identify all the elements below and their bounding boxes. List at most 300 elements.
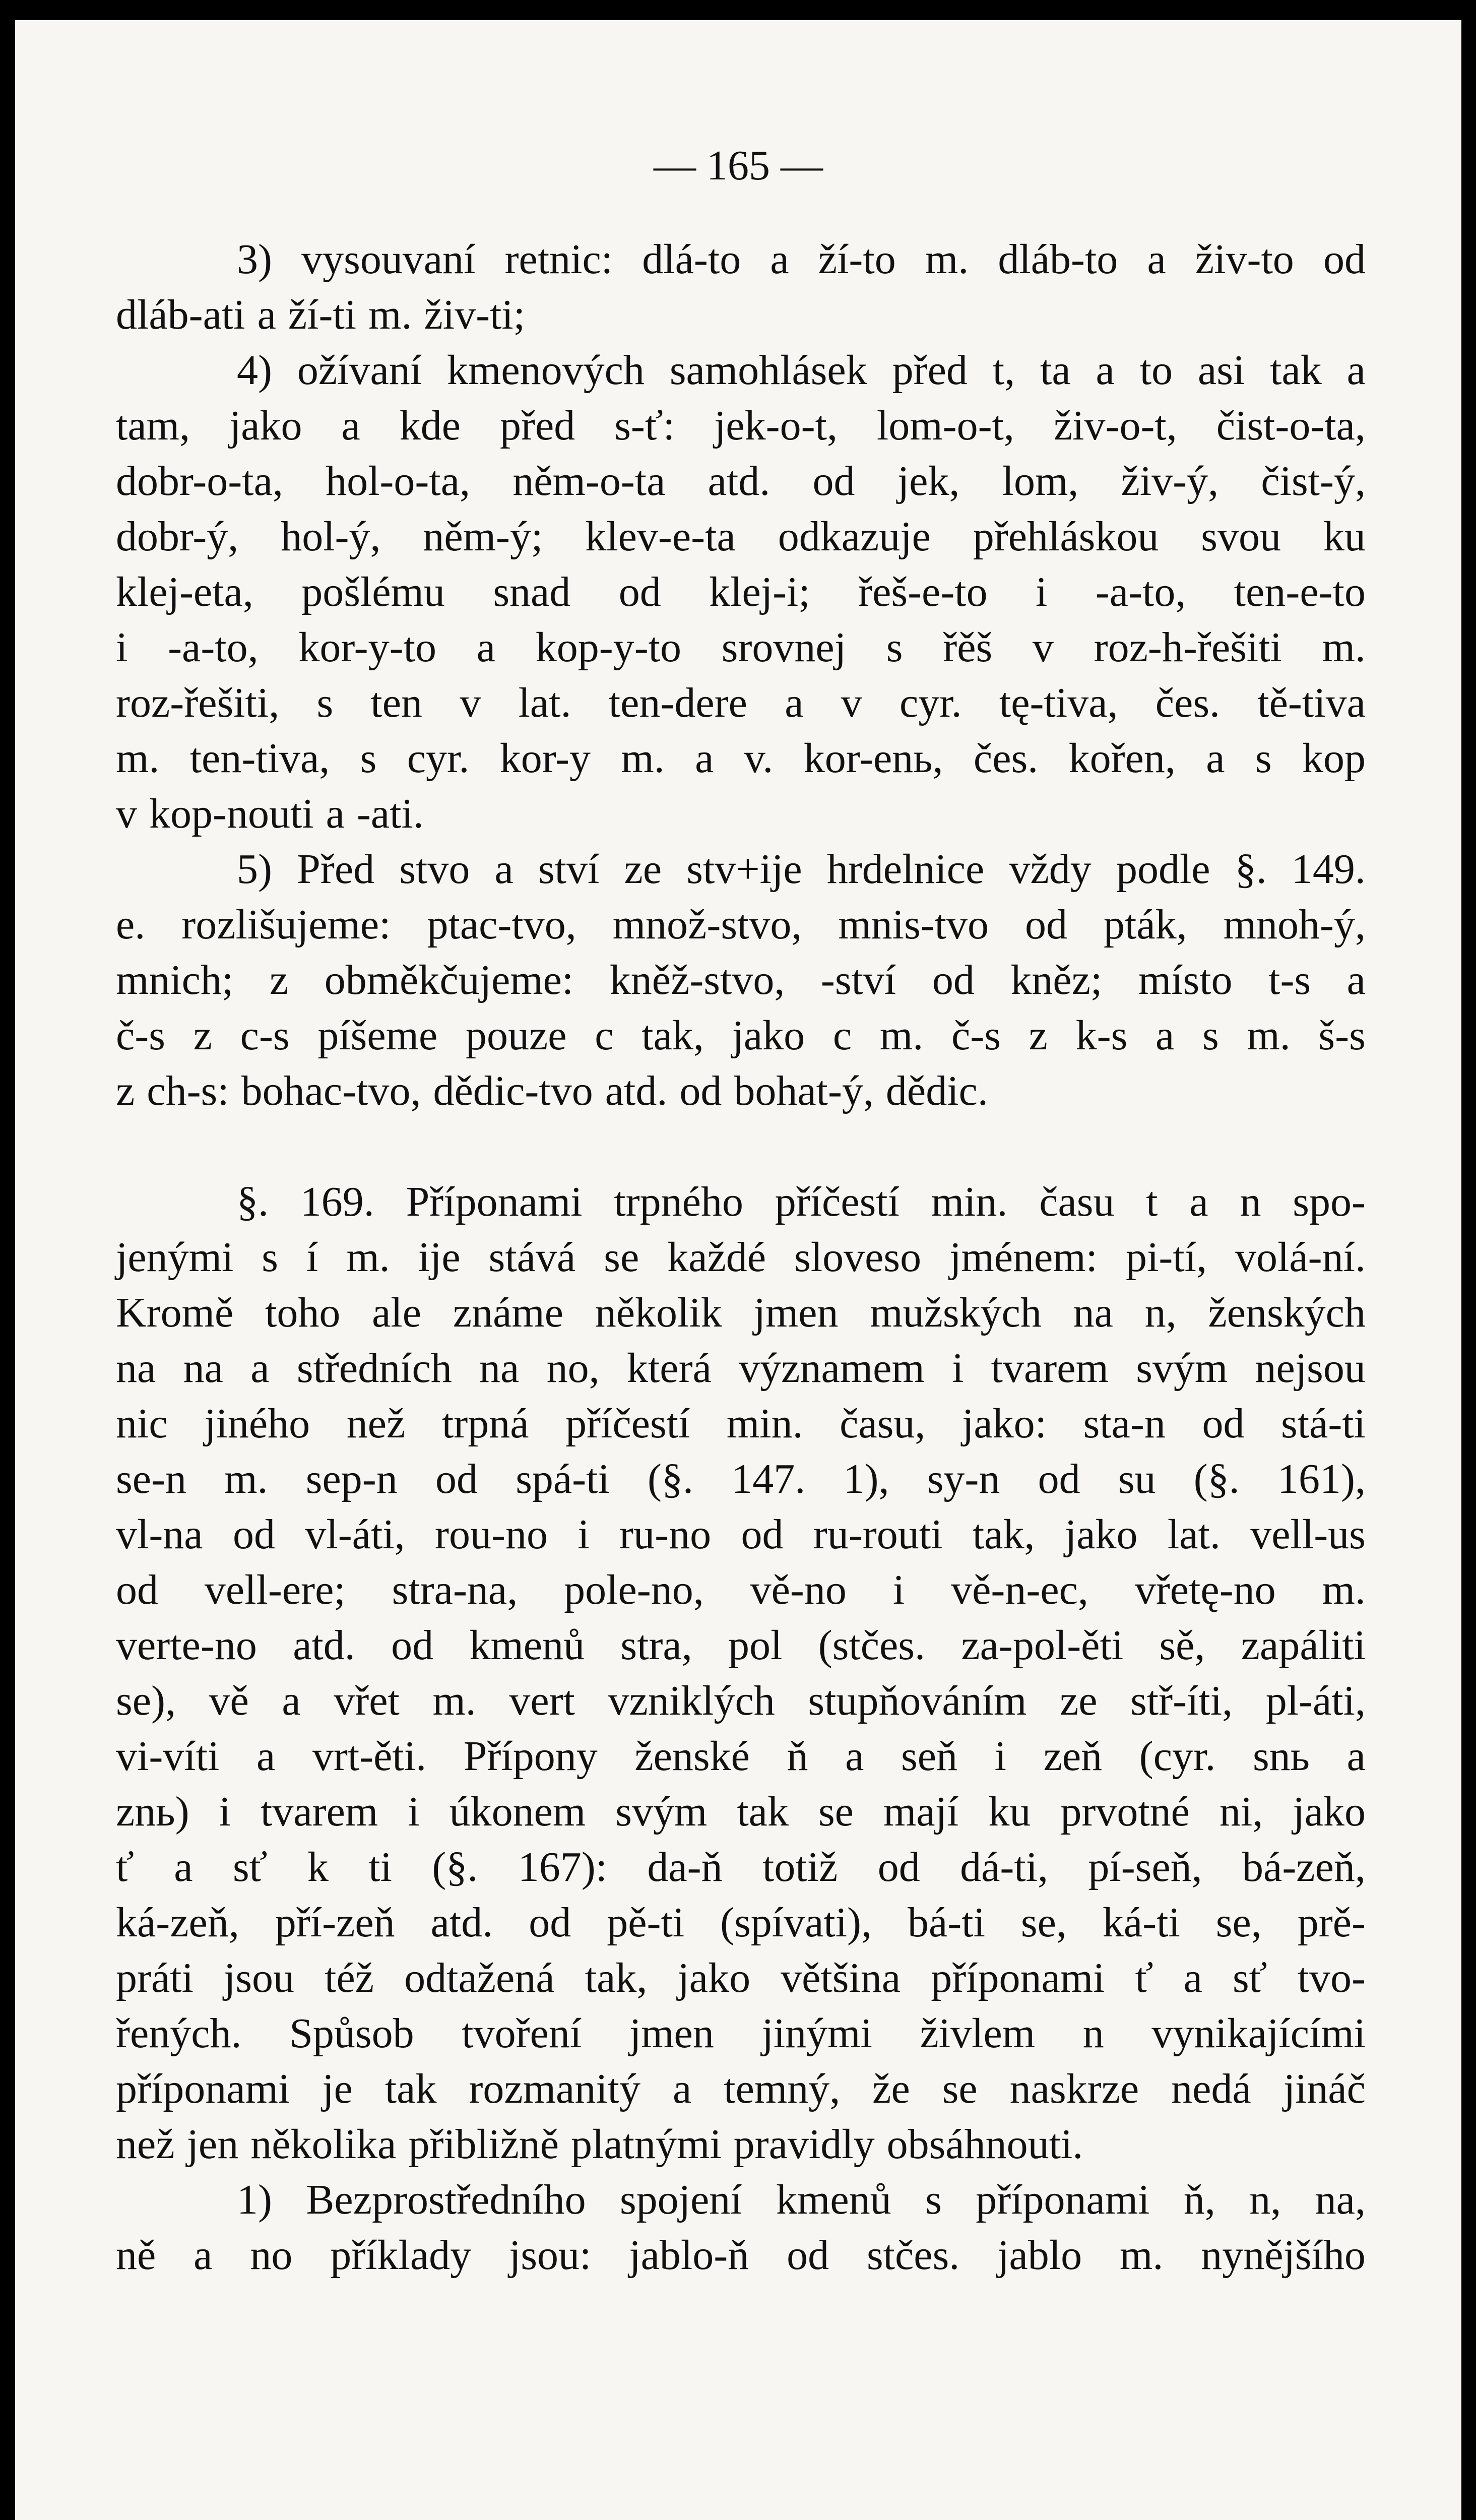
word: n bbox=[1240, 1178, 1261, 1225]
word: od bbox=[1323, 236, 1366, 283]
word: jako bbox=[677, 1955, 751, 2001]
word: -ati. bbox=[356, 790, 424, 837]
word: a bbox=[1147, 236, 1166, 283]
word: od bbox=[787, 2232, 829, 2279]
word: vě bbox=[209, 1677, 249, 1724]
word: k-s bbox=[1075, 1012, 1128, 1059]
word: rozlišujeme: bbox=[181, 901, 391, 948]
word: od bbox=[1025, 901, 1068, 948]
word: m. bbox=[224, 1456, 268, 1502]
word: příponami bbox=[116, 2065, 290, 2112]
word: svým bbox=[615, 1788, 708, 1835]
word: tvo- bbox=[1297, 1955, 1366, 2001]
text-line bbox=[116, 897, 1366, 953]
word: kop bbox=[1302, 735, 1366, 782]
word: §. bbox=[1235, 846, 1267, 893]
word: živ-o-t, bbox=[1053, 402, 1177, 449]
word: zapáliti bbox=[1241, 1622, 1366, 1669]
word: a bbox=[1155, 1012, 1175, 1059]
word: ten-tiva, bbox=[189, 735, 330, 782]
word: snь bbox=[1252, 1733, 1310, 1780]
word: i bbox=[219, 1788, 231, 1835]
word: ten-e-to bbox=[1234, 569, 1366, 615]
word: se, bbox=[1020, 1899, 1067, 1946]
text-line bbox=[116, 398, 1366, 454]
word: kor-y-to bbox=[298, 624, 436, 671]
word: tvarem bbox=[260, 1788, 378, 1835]
word: od bbox=[232, 1511, 275, 1558]
word: 147. bbox=[731, 1456, 806, 1502]
word: na bbox=[479, 1345, 520, 1392]
word: času, bbox=[840, 1400, 926, 1447]
word: odtažená bbox=[404, 1955, 555, 2001]
word: a bbox=[1346, 1733, 1366, 1780]
word: lom-o-t, bbox=[876, 402, 1014, 449]
word: stčes. bbox=[866, 2232, 960, 2279]
word: asi bbox=[1197, 347, 1245, 394]
word: Spůsob bbox=[289, 2010, 414, 2057]
word: pě-ti bbox=[607, 1899, 685, 1946]
word: a bbox=[1346, 957, 1366, 1003]
word: stupňováním bbox=[808, 1677, 1027, 1724]
word: kněz; bbox=[1010, 957, 1103, 1003]
word: š-s bbox=[1318, 1012, 1366, 1059]
word: vi-víti bbox=[116, 1733, 220, 1780]
text-line bbox=[116, 675, 1366, 731]
word: min. bbox=[726, 1400, 803, 1447]
word: volá-ní. bbox=[1235, 1234, 1366, 1281]
word: a bbox=[1096, 347, 1115, 394]
word: Kromě bbox=[116, 1289, 234, 1336]
word: lat. bbox=[518, 679, 571, 726]
word: kmenů bbox=[776, 2176, 891, 2223]
word: m. bbox=[1322, 624, 1366, 671]
word: t-s bbox=[1268, 957, 1311, 1003]
word: v bbox=[460, 679, 481, 726]
word: kořen, bbox=[1068, 735, 1176, 782]
word: temný, bbox=[724, 2065, 841, 2112]
word: ží-to bbox=[818, 236, 896, 283]
word: od bbox=[529, 1899, 571, 1946]
word: z bbox=[193, 1012, 212, 1059]
word: úkonem bbox=[449, 1788, 586, 1835]
word: přehláskou bbox=[973, 513, 1159, 560]
text-line bbox=[116, 509, 1366, 564]
word: jako bbox=[1293, 1788, 1366, 1835]
word: totiž bbox=[762, 1844, 838, 1891]
word: jako bbox=[229, 402, 302, 449]
word: s bbox=[1202, 1012, 1219, 1059]
word: jménem: bbox=[949, 1234, 1098, 1281]
word: min. bbox=[931, 1178, 1008, 1225]
word: od bbox=[932, 957, 975, 1003]
word: a bbox=[1183, 1955, 1202, 2001]
word: mnich; bbox=[116, 957, 234, 1003]
word: středních bbox=[296, 1345, 452, 1392]
word: ť bbox=[1135, 1955, 1153, 2001]
word: dobr-o-ta, bbox=[116, 458, 283, 505]
word: ň, bbox=[1183, 2176, 1215, 2223]
word: práti bbox=[116, 1955, 194, 2001]
word: řěš bbox=[943, 624, 993, 671]
word: živ-ý, bbox=[1121, 458, 1219, 505]
word: od bbox=[1038, 1456, 1080, 1502]
word: (§. bbox=[648, 1456, 694, 1502]
word: než bbox=[116, 2121, 175, 2168]
text-line bbox=[116, 1562, 1366, 1618]
word: c-s bbox=[240, 1012, 290, 1059]
word: živlem bbox=[920, 2010, 1036, 2057]
word: většina bbox=[781, 1955, 901, 2001]
word: s bbox=[316, 679, 334, 726]
word: nedá bbox=[1171, 2065, 1251, 2112]
word: něm-ý; bbox=[423, 513, 543, 560]
word: rou-no bbox=[435, 1511, 548, 1558]
word: atd. bbox=[293, 1622, 355, 1669]
word: tak, bbox=[641, 1012, 704, 1059]
word: od bbox=[618, 569, 661, 615]
word: času bbox=[1039, 1178, 1115, 1225]
text-line bbox=[116, 564, 1366, 620]
word: vell-us bbox=[1250, 1511, 1366, 1558]
word: samohlásek bbox=[669, 347, 867, 394]
word: píšeme bbox=[317, 1012, 438, 1059]
word: od bbox=[1202, 1400, 1245, 1447]
text-line bbox=[116, 1950, 1366, 2006]
word: pol bbox=[728, 1622, 783, 1669]
text-line bbox=[116, 2172, 1366, 2228]
word: stává bbox=[488, 1234, 576, 1281]
word: ně bbox=[116, 2232, 156, 2279]
word: stra-na, bbox=[392, 1566, 518, 1613]
text-line bbox=[116, 454, 1366, 509]
word: obměkčujeme: bbox=[324, 957, 574, 1003]
word: k bbox=[307, 1844, 329, 1891]
word: se, bbox=[1215, 1899, 1262, 1946]
word: z bbox=[269, 957, 289, 1003]
word: s bbox=[925, 2176, 942, 2223]
word: (stčes. bbox=[818, 1622, 925, 1669]
word: tvarem bbox=[991, 1345, 1109, 1392]
word: ženských bbox=[1208, 1289, 1366, 1336]
word: a bbox=[785, 679, 804, 726]
word: z bbox=[116, 1067, 135, 1114]
word: místo bbox=[1138, 957, 1233, 1003]
word: ku bbox=[1323, 513, 1366, 560]
word: č-s bbox=[951, 1012, 1001, 1059]
word: 4) bbox=[237, 347, 272, 394]
word: bohac-tvo, bbox=[241, 1067, 421, 1114]
word: od bbox=[679, 1067, 722, 1114]
word: m. bbox=[346, 1234, 390, 1281]
word: bá-zeň, bbox=[1242, 1844, 1366, 1891]
word: čes. bbox=[1155, 679, 1221, 726]
word: m. bbox=[116, 735, 160, 782]
word: stra, bbox=[620, 1622, 692, 1669]
word: (cyr. bbox=[1139, 1733, 1216, 1780]
word: atd. bbox=[708, 458, 771, 505]
word: m. bbox=[1119, 2232, 1164, 2279]
word: kor-enь, bbox=[803, 735, 943, 782]
word: stá-ti bbox=[1281, 1400, 1366, 1447]
word: trpná bbox=[441, 1400, 529, 1447]
word: se bbox=[818, 1788, 854, 1835]
word: m. bbox=[368, 291, 412, 338]
word: množ-stvo, bbox=[612, 901, 802, 948]
word: čist-o-ta, bbox=[1216, 402, 1366, 449]
text-line bbox=[116, 2117, 1366, 2172]
word: a bbox=[257, 291, 276, 338]
word: lat. bbox=[1167, 1511, 1221, 1558]
word: jsou: bbox=[509, 2232, 592, 2279]
word: a bbox=[770, 236, 789, 283]
word: od bbox=[391, 1622, 434, 1669]
word: kop-y-to bbox=[535, 624, 682, 671]
word: m. bbox=[925, 236, 969, 283]
word: lom, bbox=[1002, 458, 1079, 505]
word: 3) bbox=[237, 236, 272, 283]
word: od bbox=[877, 1844, 920, 1891]
word: ti bbox=[368, 1844, 392, 1891]
word: s bbox=[1255, 735, 1272, 782]
word: jablo bbox=[997, 2232, 1082, 2279]
word: nic bbox=[116, 1400, 168, 1447]
body-text bbox=[116, 232, 1366, 2283]
word: m. bbox=[1322, 1566, 1366, 1613]
word: příponami bbox=[976, 2176, 1150, 2223]
word: vzniklých bbox=[608, 1677, 775, 1724]
text-line bbox=[116, 1618, 1366, 1673]
word: řených. bbox=[116, 2010, 242, 2057]
word: i bbox=[952, 1345, 964, 1392]
word: tę-tiva, bbox=[999, 679, 1118, 726]
word: na bbox=[1073, 1289, 1113, 1336]
word: hrdelnice bbox=[826, 846, 985, 893]
word: tak, bbox=[585, 1955, 648, 2001]
word: pří-zeň bbox=[275, 1899, 395, 1946]
text-line bbox=[116, 1396, 1366, 1452]
word: snad bbox=[493, 569, 571, 615]
word: i bbox=[116, 624, 128, 671]
word: jinými bbox=[761, 2010, 872, 2057]
word: klej-eta, bbox=[116, 569, 253, 615]
word: sť bbox=[1232, 1955, 1267, 2001]
word: Bezprostředního bbox=[306, 2176, 586, 2223]
word: ije bbox=[418, 1234, 461, 1281]
word: v bbox=[841, 679, 862, 726]
word: že bbox=[872, 2065, 910, 2112]
word: ale bbox=[372, 1289, 422, 1336]
word: než bbox=[346, 1400, 406, 1447]
word: toho bbox=[265, 1289, 341, 1336]
text-line bbox=[116, 786, 1366, 842]
word: z bbox=[1029, 1012, 1048, 1059]
text-line bbox=[116, 1895, 1366, 1950]
word: Příponami bbox=[406, 1178, 583, 1225]
word: kmenových bbox=[447, 347, 645, 394]
word: se bbox=[604, 1234, 639, 1281]
word: ká-zeň, bbox=[116, 1899, 239, 1946]
word: a bbox=[1346, 347, 1366, 394]
word: i bbox=[892, 1566, 905, 1613]
word: a bbox=[282, 1677, 301, 1724]
word: prvotné bbox=[1060, 1788, 1190, 1835]
word: -a-to, bbox=[1095, 569, 1186, 615]
word: jenými bbox=[116, 1234, 234, 1281]
text-line bbox=[116, 1452, 1366, 1507]
word: vřetę-no bbox=[1134, 1566, 1276, 1613]
word: tam, bbox=[116, 402, 190, 449]
word: hol-o-ta, bbox=[326, 458, 470, 505]
word: í bbox=[306, 1234, 318, 1281]
word: pole-no, bbox=[564, 1566, 704, 1613]
word: vrt-ěti. bbox=[312, 1733, 427, 1780]
word: mají bbox=[883, 1788, 959, 1835]
word: sě, bbox=[1159, 1622, 1205, 1669]
word: významem bbox=[739, 1345, 925, 1392]
word: svou bbox=[1201, 513, 1281, 560]
word: vell-ere; bbox=[204, 1566, 346, 1613]
word: vě-no bbox=[750, 1566, 847, 1613]
word: verte-no bbox=[116, 1622, 257, 1669]
word: odkazuje bbox=[778, 513, 931, 560]
word: přibližně bbox=[408, 2121, 559, 2168]
text-line bbox=[116, 620, 1366, 675]
word: svým bbox=[1136, 1345, 1228, 1392]
word: Před bbox=[297, 846, 375, 893]
word: na bbox=[116, 1345, 156, 1392]
word: hol-ý, bbox=[281, 513, 381, 560]
word: před bbox=[500, 402, 575, 449]
word: t, bbox=[992, 347, 1015, 394]
word: pl-áti, bbox=[1265, 1677, 1366, 1724]
word: 149. bbox=[1291, 846, 1366, 893]
word: jmen bbox=[629, 2010, 714, 2057]
text-line bbox=[116, 1507, 1366, 1562]
word: n, bbox=[1144, 1289, 1177, 1336]
word: tvoření bbox=[462, 2010, 582, 2057]
word: bá-ti bbox=[908, 1899, 985, 1946]
word: i bbox=[408, 1788, 420, 1835]
text-line bbox=[116, 731, 1366, 786]
word: tak bbox=[384, 2065, 437, 2112]
word: zeň bbox=[1043, 1733, 1103, 1780]
text-line bbox=[116, 287, 1366, 343]
word: kor-y bbox=[499, 735, 591, 782]
word: 1), bbox=[843, 1456, 889, 1502]
word: mnoh-ý, bbox=[1223, 901, 1366, 948]
word: se bbox=[942, 2065, 978, 2112]
word: ku bbox=[988, 1788, 1031, 1835]
word: několika bbox=[250, 2121, 397, 2168]
word: jako bbox=[1064, 1511, 1138, 1558]
word: §. bbox=[237, 1178, 269, 1225]
word: v. bbox=[744, 735, 774, 782]
word: stvo bbox=[399, 846, 470, 893]
word: se-n bbox=[116, 1456, 186, 1502]
word: pošlému bbox=[301, 569, 445, 615]
word: retnic: bbox=[504, 236, 613, 283]
word: (§. bbox=[1193, 1456, 1240, 1502]
word: sta-n bbox=[1083, 1400, 1166, 1447]
word: ze bbox=[624, 846, 662, 893]
word: jiného bbox=[204, 1400, 310, 1447]
word: dlá-to bbox=[642, 236, 741, 283]
word: jablo-ň bbox=[629, 2232, 749, 2279]
word: no, bbox=[546, 1345, 600, 1392]
word: atd. bbox=[605, 1067, 668, 1114]
word: tak bbox=[737, 1788, 789, 1835]
word: spojení bbox=[619, 2176, 742, 2223]
word: ru-routi bbox=[813, 1511, 943, 1558]
word: ství bbox=[538, 846, 600, 893]
word: od bbox=[116, 1566, 158, 1613]
word: prě- bbox=[1297, 1899, 1366, 1946]
word: srovnej bbox=[721, 624, 847, 671]
word: a bbox=[672, 2065, 692, 2112]
word: mnis-tvo bbox=[838, 901, 989, 948]
word: pravidly bbox=[733, 2121, 875, 2168]
word: za-pol-ěti bbox=[961, 1622, 1124, 1669]
word: též bbox=[325, 1955, 374, 2001]
word: -a-to, bbox=[168, 624, 259, 671]
word: c bbox=[832, 1012, 852, 1059]
word: kněž-stvo, bbox=[609, 957, 785, 1003]
word: cyr. bbox=[407, 735, 470, 782]
word: su bbox=[1118, 1456, 1156, 1502]
word: Přípony bbox=[463, 1733, 598, 1780]
word: tak, bbox=[972, 1511, 1035, 1558]
word: vl-na bbox=[116, 1511, 203, 1558]
word: jináč bbox=[1283, 2065, 1366, 2112]
word: no bbox=[250, 2232, 293, 2279]
text-line bbox=[116, 1673, 1366, 1729]
word: 167): bbox=[518, 1844, 607, 1891]
word: jek-o-t, bbox=[714, 402, 838, 449]
word: s bbox=[262, 1234, 278, 1281]
word: ze bbox=[1059, 1677, 1098, 1724]
word: a bbox=[1206, 735, 1225, 782]
text-line bbox=[116, 1063, 1366, 1119]
word: která bbox=[626, 1345, 712, 1392]
word: čist-ý, bbox=[1261, 458, 1366, 505]
word: živ-to bbox=[1195, 236, 1294, 283]
word: pták, bbox=[1104, 901, 1187, 948]
word: příčestí bbox=[775, 1178, 900, 1225]
word: vysouvaní bbox=[301, 236, 476, 283]
word: obsáhnouti. bbox=[886, 2121, 1083, 2168]
blank-line bbox=[116, 1119, 1366, 1174]
word: v bbox=[116, 790, 137, 837]
word: bohat-ý, bbox=[734, 1067, 874, 1114]
word: tak bbox=[1270, 347, 1322, 394]
word: od bbox=[435, 1456, 478, 1502]
word: příčestí bbox=[565, 1400, 690, 1447]
word: i bbox=[577, 1511, 590, 1558]
word: m. bbox=[1247, 1012, 1291, 1059]
word: pouze bbox=[465, 1012, 567, 1059]
word: živ-ti; bbox=[424, 291, 526, 338]
word: na bbox=[183, 1345, 223, 1392]
word: v bbox=[1032, 624, 1054, 671]
word: n bbox=[1082, 2010, 1104, 2057]
word: čes. bbox=[973, 735, 1039, 782]
word: vě-n-ec, bbox=[951, 1566, 1088, 1613]
word: i bbox=[994, 1733, 1006, 1780]
word: 5) bbox=[237, 846, 272, 893]
word: vždy bbox=[1009, 846, 1092, 893]
word: pi-tí, bbox=[1126, 1234, 1207, 1281]
